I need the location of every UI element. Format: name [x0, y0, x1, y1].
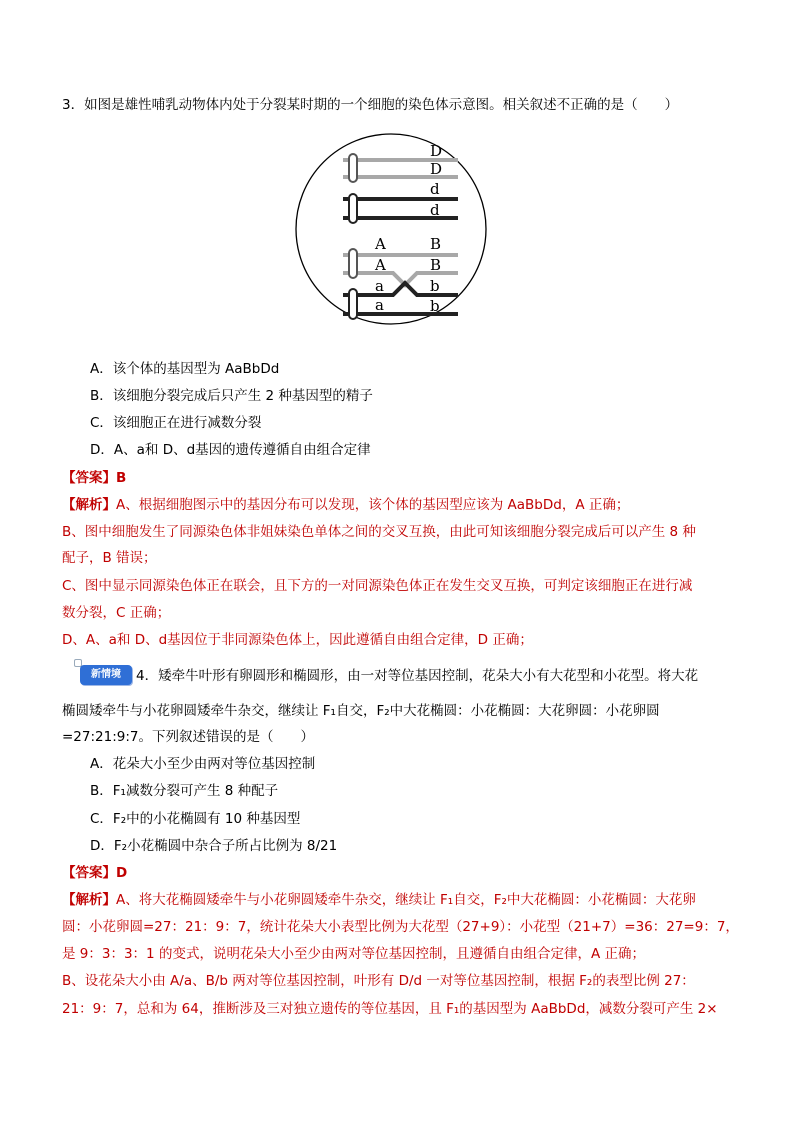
gene-label: B [430, 256, 442, 274]
option-b: B．F₁减数分裂可产生 8 种配子 [90, 783, 279, 799]
analysis-line: 数分裂，C 正确； [62, 605, 171, 621]
option-a: A．该个体的基因型为 AaBbDd [90, 361, 280, 377]
option-a: A．花朵大小至少由两对等位基因控制 [90, 756, 316, 772]
analysis-line: B、设花朵大小由 A/a、B/b 两对等位基因控制，叶形有 D/d 一对等位基因控制，根据 F₂的表型比例 27： [62, 973, 695, 989]
analysis-line [62, 891, 696, 909]
question-4-stem: 椭圆矮牵牛与小花卵圆矮牵牛杂交，继续让 F₁自交，F₂中大花椭圆：小花椭圆：大花卵圆：小花卵圆 [62, 703, 660, 719]
analysis-line: D、A、a和 D、d基因位于非同源染色体上，因此遵循自由组合定律，D 正确； [62, 632, 533, 648]
answer-label: 【答案】B [62, 470, 127, 486]
question-3-stem: 3．如图是雄性哺乳动物体内处于分裂某时期的一个细胞的染色体示意图。相关叙述不正确的是（ ） [62, 97, 679, 113]
analysis-text: A、将大花椭圆矮牵牛与小花卵圆矮牵牛杂交，继续让 F₁自交，F₂中大花椭圆：小花椭圆：大花卵 [116, 892, 696, 908]
gene-label: A [375, 256, 386, 274]
gene-label: D [430, 142, 443, 160]
analysis-label: 【解析】 [62, 497, 116, 513]
analysis-line [62, 496, 629, 514]
analysis-line: C、图中显示同源染色体正在联会，且下方的一对同源染色体正在发生交叉互换，可判定该细胞正在进行减 [62, 578, 693, 594]
question-4-stem: 4．矮牵牛叶形有卵圆形和椭圆形，由一对等位基因控制，花朵大小有大花型和小花型。将大花 [136, 668, 699, 684]
option-d: D．F₂小花椭圆中杂合子所占比例为 8/21 [90, 838, 338, 854]
analysis-line: 21：9：7，总和为 64，推断涉及三对独立遗传的等位基因，且 F₁的基因型为 AaBbDd，减数分裂可产生 2× [62, 1001, 718, 1017]
analysis-text: A、根据细胞图示中的基因分布可以发现，该个体的基因型应该为 AaBbDd，A 正确； [116, 497, 630, 513]
analysis-line: 圆：小花卵圆=27：21：9：7，统计花朵大小表型比例为大花型（27+9）：小花型（21+7）=36：27=9：7， [62, 919, 739, 935]
option-d: D．A、a和 D、d基因的遗传遵循自由组合定律 [90, 442, 371, 458]
question-4-stem: =27:21:9:7。下列叙述错误的是（ ） [62, 729, 314, 745]
option-b: B．该细胞分裂完成后只产生 2 种基因型的精子 [90, 388, 373, 404]
analysis-line: 配子，B 错误； [62, 550, 157, 566]
gene-label: a [375, 296, 384, 314]
chromosome-diagram [293, 125, 493, 335]
analysis-label: 【解析】 [62, 892, 116, 908]
analysis-line: B、图中细胞发生了同源染色体非姐妹染色单体之间的交叉互换，由此可知该细胞分裂完成后可以产生 8 种 [62, 524, 696, 540]
gene-label: a [375, 277, 384, 295]
option-c: C．该细胞正在进行减数分裂 [90, 415, 262, 431]
analysis-line: 是 9：3：3：1 的变式，说明花朵大小至少由两对等位基因控制，且遵循自由组合定律，A 正确； [62, 946, 645, 962]
gene-label: B [430, 235, 442, 253]
gene-label: d [430, 201, 440, 219]
gene-label: d [430, 180, 440, 198]
gene-label: D [430, 160, 443, 178]
gene-label: A [375, 235, 386, 253]
new-context-badge: 新情境 [80, 665, 132, 685]
option-c: C．F₂中的小花椭圆有 10 种基因型 [90, 811, 301, 827]
answer-label: 【答案】D [62, 865, 128, 881]
gene-label: b [430, 277, 440, 295]
gene-label: b [430, 297, 440, 315]
